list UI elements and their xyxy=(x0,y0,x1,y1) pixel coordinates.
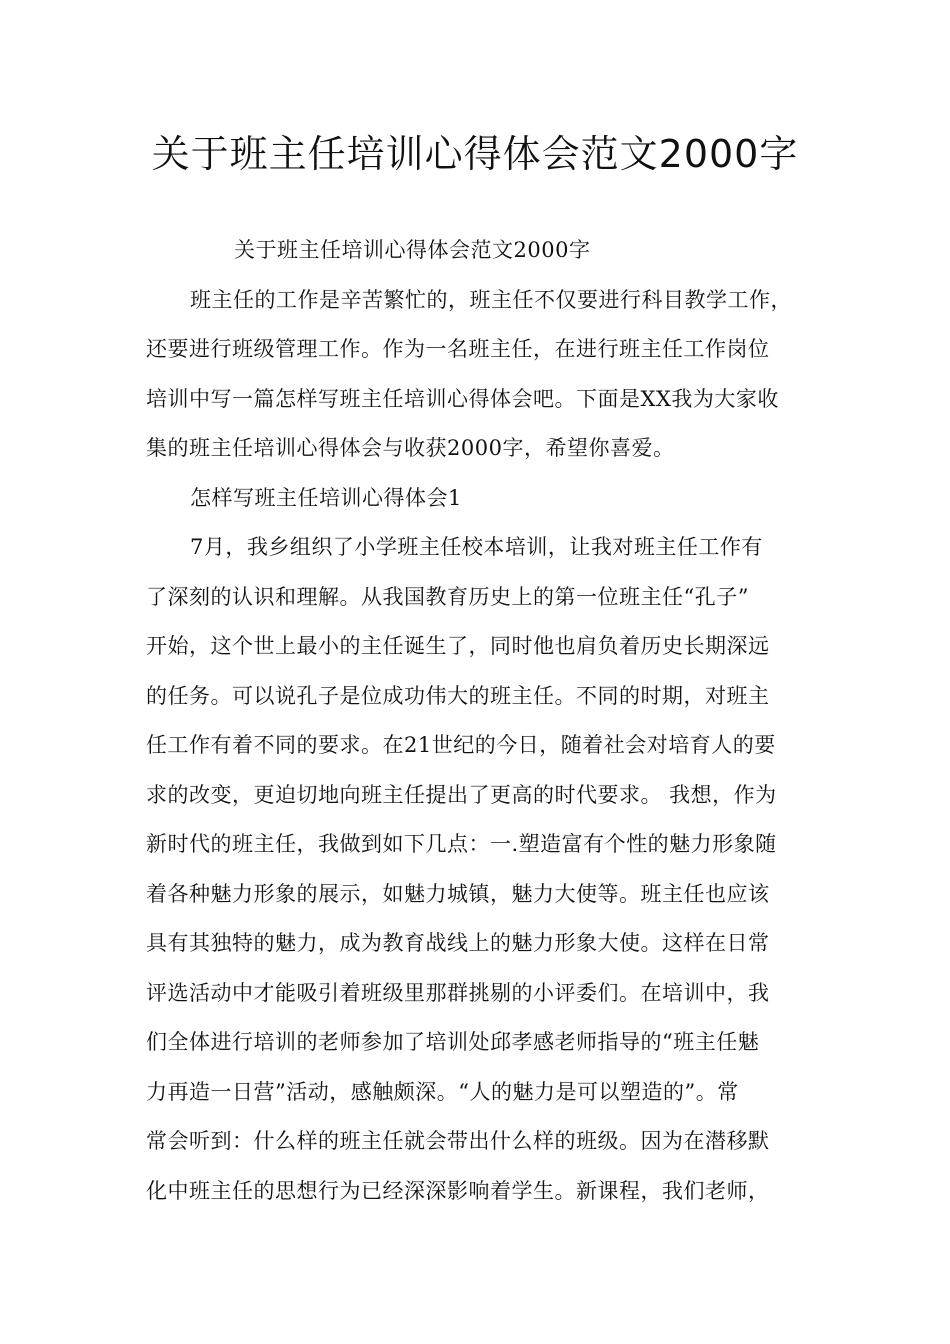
intro-paragraph xyxy=(146,276,818,474)
paragraph-line: 常会听到：什么样的班主任就会带出什么样的班级。因为在潜移默 xyxy=(146,1129,770,1153)
paragraph-line: 的任务。可以说孔子是位成功伟大的班主任。不同的时期，对班主 xyxy=(146,683,770,708)
paragraph-line: 力再造一日营”活动，感触颇深。“人的魅力是可以塑造的”。常 xyxy=(146,1079,739,1104)
paragraph-line: 任工作有着不同的要求。在21世纪的今日，随着社会对培育人的要 xyxy=(146,733,776,757)
paragraph-line: 班主任的工作是辛苦繁忙的，班主任不仅要进行科目教学工作， xyxy=(190,287,792,312)
paragraph-line: 新时代的班主任，我做到如下几点：一.塑造富有个性的魅力形象随 xyxy=(146,832,777,856)
document-body xyxy=(146,226,818,1216)
document-title: 关于班主任培训心得体会范文2000字 xyxy=(151,132,799,176)
paragraph-line: 了深刻的认识和理解。从我国教育历史上的第一位班主任“孔子” xyxy=(146,584,749,609)
section-heading: 怎样写班主任培训心得体会1 xyxy=(190,485,462,510)
paragraph-line: 着各种魅力形象的展示，如魅力城镇，魅力大使等。班主任也应该 xyxy=(146,881,770,906)
paragraph-line: 培训中写一篇怎样写班主任培训心得体会吧。下面是XX我为大家收 xyxy=(146,386,779,411)
paragraph-line: 们全体进行培训的老师参加了培训处邱孝感老师指导的“班主任魅 xyxy=(146,1030,760,1054)
paragraph-line: 具有其独特的魅力，成为教育战线上的魅力形象大使。这样在日常 xyxy=(146,931,770,955)
paragraph-line: 还要进行班级管理工作。作为一名班主任，在进行班主任工作岗位 xyxy=(146,337,770,361)
paragraph-line: 集的班主任培训心得体会与收获2000字，希望你喜爱。 xyxy=(146,436,675,460)
paragraph-line: 化中班主任的思想行为已经深深影响着学生。新课程，我们老师， xyxy=(146,1178,770,1203)
paragraph-line: 评选活动中才能吸引着班级里那群挑剔的小评委们。在培训中，我 xyxy=(146,980,770,1005)
paragraph-line: 求的改变，更迫切地向班主任提出了更高的时代要求。 我想，作为 xyxy=(146,782,777,807)
paragraph-line: 开始，这个世上最小的主任诞生了，同时他也肩负着历史长期深远 xyxy=(146,634,770,658)
paragraph-line: 7月，我乡组织了小学班主任校本培训，让我对班主任工作有 xyxy=(190,535,763,559)
document-subtitle: 关于班主任培训心得体会范文2000字 xyxy=(234,238,591,262)
body-paragraph xyxy=(146,523,818,1216)
